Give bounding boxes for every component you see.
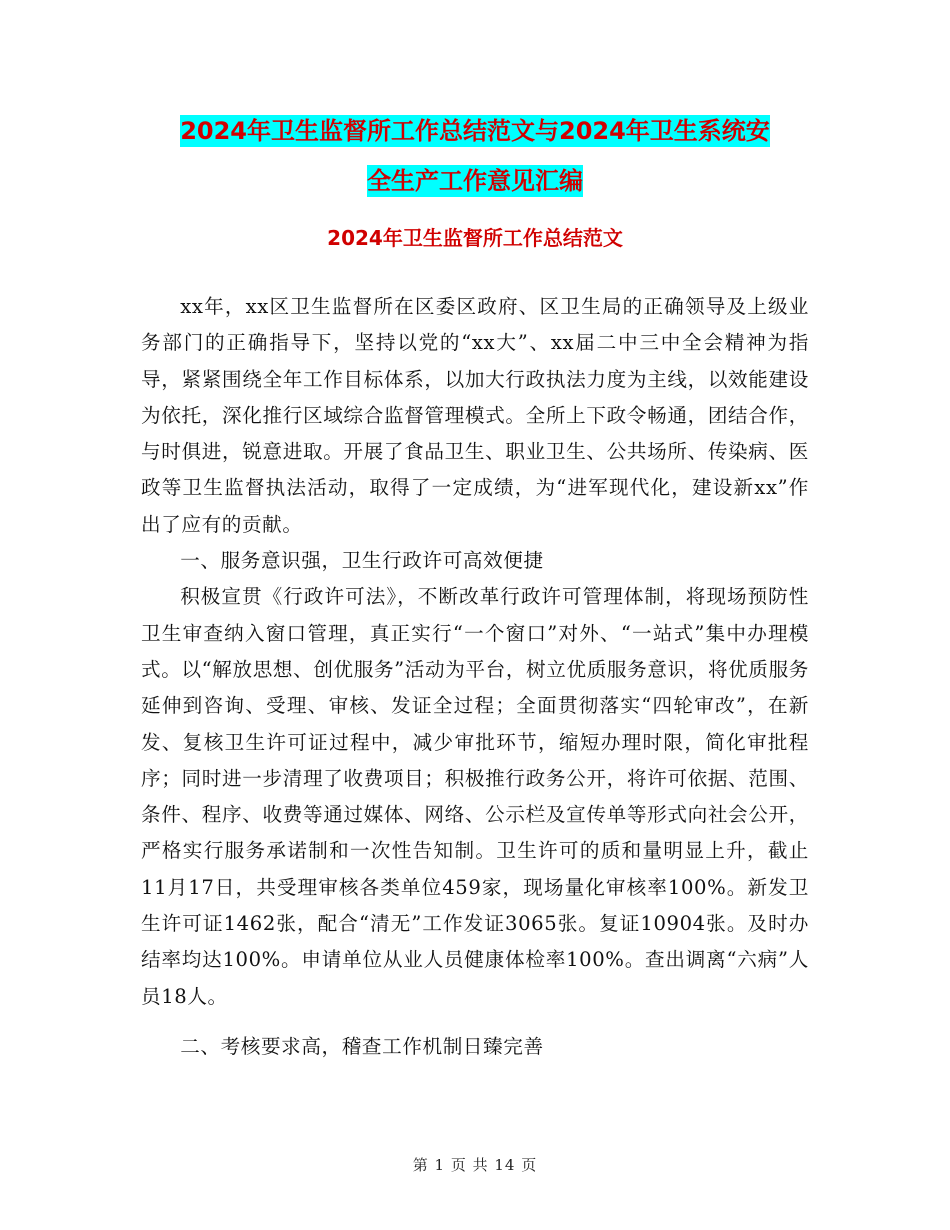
main-title-line-1: 2024年卫生监督所工作总结范文与2024年卫生系统安 bbox=[180, 117, 770, 145]
main-title-line-2: 全生产工作意见汇编 bbox=[367, 167, 583, 195]
body-text bbox=[141, 289, 809, 1065]
heading-section-2: 二、考核要求高，稽查工作机制日臻完善 bbox=[180, 1034, 544, 1058]
heading-section-1: 一、服务意识强，卫生行政许可高效便捷 bbox=[180, 549, 544, 573]
main-title bbox=[140, 106, 810, 206]
paragraph-intro: xx年，xx区卫生监督所在区委区政府、区卫生局的正确领导及上级业务部门的正确指导下，坚持以党的“xx大”、xx届二中三中全会精神为指导，紧紧围绕全年工作目标体系，以加大行政执法力度为主线，以效能建设为依托，深化推行区域综合监督管理模式。全所上下政令畅通，团结合作，与时俱进，锐意进取。开展了食品卫生、职业卫生、公共场所、传染病、医政等卫生监督执法活动，取得了一定成绩，为“进军现代化，建设新xx”作出了应有的贡献。 bbox=[141, 295, 809, 536]
page-footer: 第 1 页 共 14 页 bbox=[412, 1156, 538, 1174]
paragraph-section-1: 积极宣贯《行政许可法》，不断改革行政许可管理体制，将现场预防性卫生审查纳入窗口管理，真正实行“一个窗口”对外、“一站式”集中办理模式。以“解放思想、创优服务”活动为平台，树立优质服务意识，将优质服务延伸到咨询、受理、审核、发证全过程；全面贯彻落实“四轮审改”，在新发、复核卫生许可证过程中，减少审批环节，缩短办理时限，简化审批程序；同时进一步清理了收费项目；积极推行政务公开，将许可依据、范围、条件、程序、收费等通过媒体、网络、公示栏及宣传单等形式向社会公开，严格实行服务承诺制和一次性告知制。卫生许可的质和量明显上升，截止11月17日，共受理审核各类单位459家，现场量化审核率100%。新发卫生许可证1462张，配合“清无”工作发证3065张。复证10904张。及时办结率均达100%。申请单位从业人员健康体检率100%。查出调离“六病”人员18人。 bbox=[141, 585, 809, 1008]
section-title: 2024年卫生监督所工作总结范文 bbox=[327, 226, 623, 250]
